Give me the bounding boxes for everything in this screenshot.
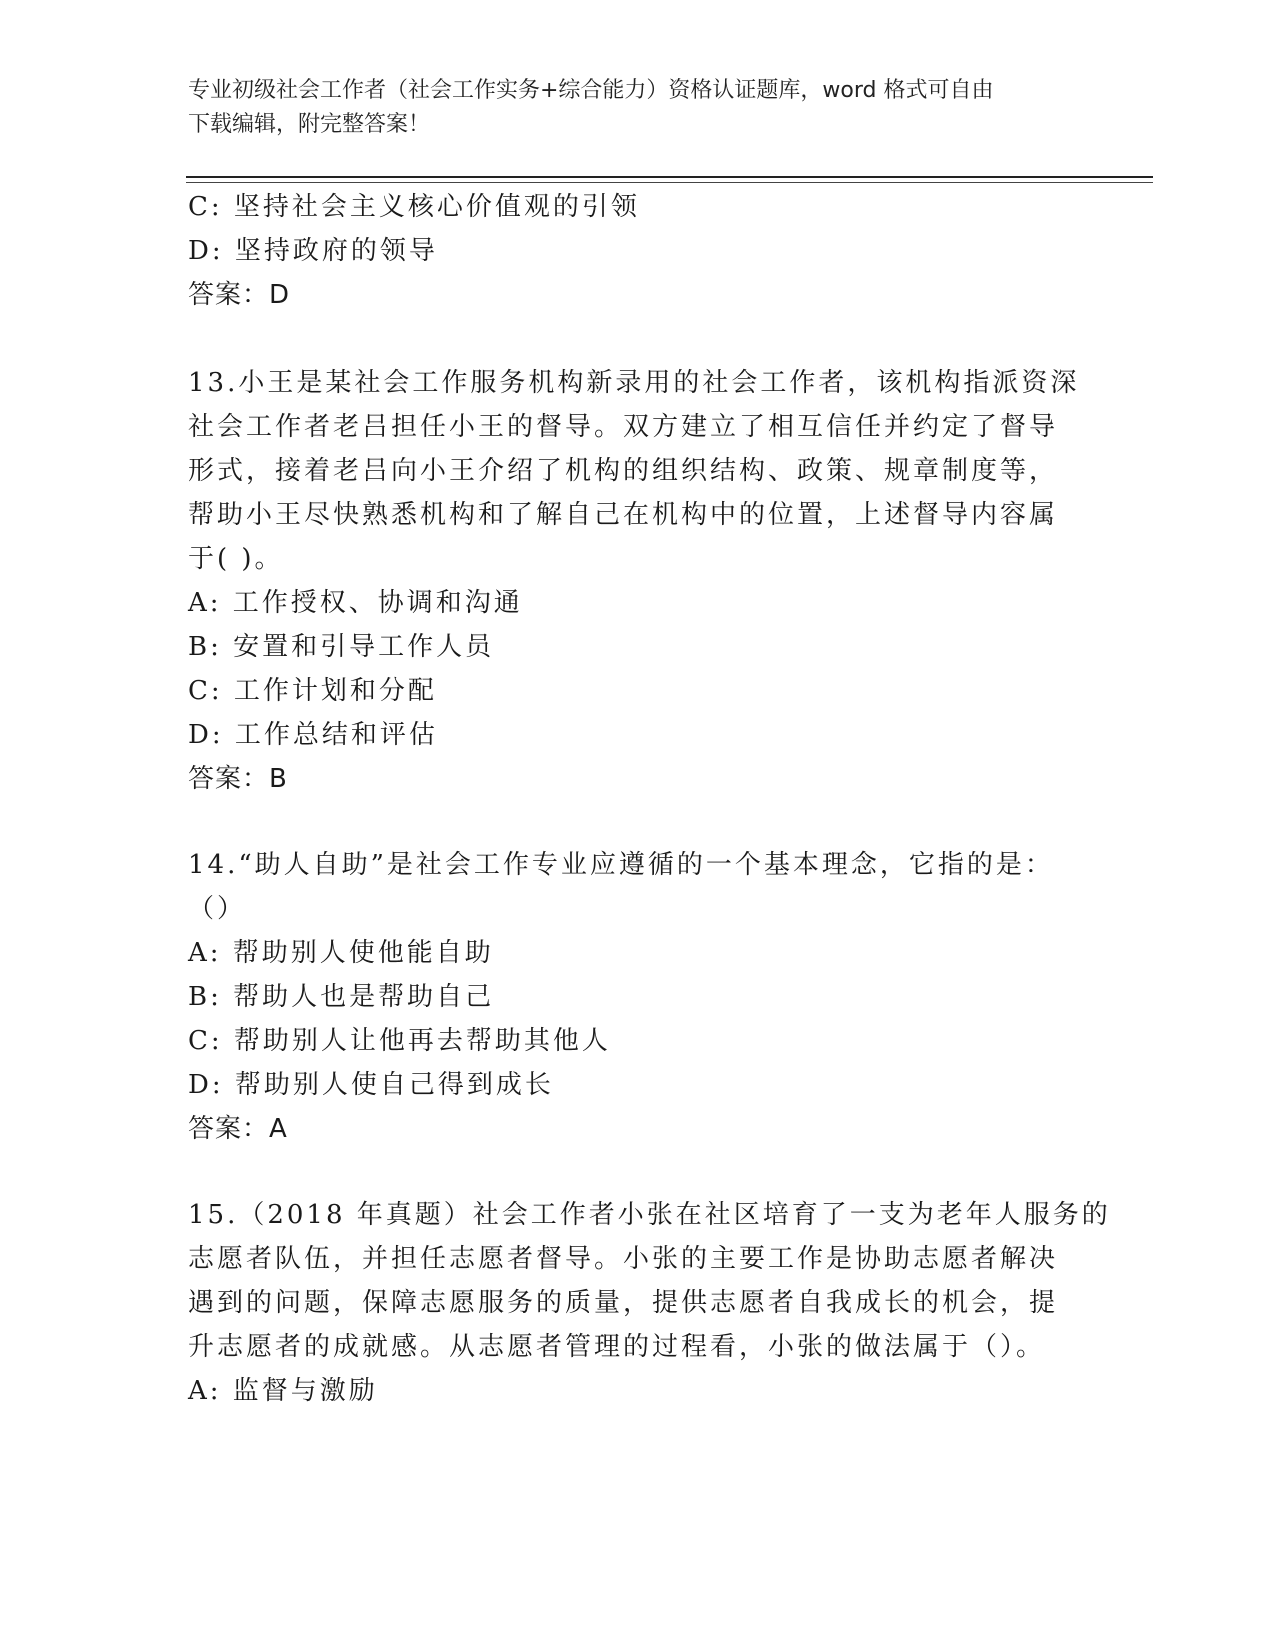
header-line-2: 下载编辑，附完整答案！ — [188, 112, 431, 137]
q13-stem-line: 形式，接着老吕向小王介绍了机构的组织结构、政策、规章制度等， — [188, 456, 1059, 486]
header-divider-thin — [186, 182, 1153, 183]
q15-stem-line: 遇到的问题，保障志愿服务的质量，提供志愿者自我成长的机会，提 — [188, 1288, 1059, 1318]
q15-stem-line: 15.（2018 年真题）社会工作者小张在社区培育了一支为老年人服务的 — [188, 1200, 1111, 1230]
q14-stem-line: （） — [188, 894, 247, 924]
q14-option-b: B: 帮助人也是帮助自己 — [188, 982, 495, 1012]
q13-stem-line: 13.小王是某社会工作服务机构新录用的社会工作者，该机构指派资深 — [188, 368, 1080, 398]
q12-option-d: D: 坚持政府的领导 — [188, 236, 438, 266]
q14-option-c: C: 帮助别人让他再去帮助其他人 — [188, 1026, 611, 1056]
q13-answer: 答案：B — [188, 764, 288, 794]
q12-answer: 答案：D — [188, 280, 291, 310]
header-line-1: 专业初级社会工作者（社会工作实务+综合能力）资格认证题库，word 格式可自由 — [188, 78, 994, 103]
q13-stem-line: 帮助小王尽快熟悉机构和了解自己在机构中的位置，上述督导内容属 — [188, 500, 1059, 530]
q13-stem-line: 于( )。 — [188, 544, 284, 574]
page-header — [188, 74, 1088, 142]
q13-option-a: A: 工作授权、协调和沟通 — [188, 588, 523, 618]
q13-stem-line: 社会工作者老吕担任小王的督导。双方建立了相互信任并约定了督导 — [188, 412, 1059, 442]
q13-option-c: C: 工作计划和分配 — [188, 676, 437, 706]
q15-stem-line: 志愿者队伍，并担任志愿者督导。小张的主要工作是协助志愿者解决 — [188, 1244, 1059, 1274]
q14-option-d: D: 帮助别人使自己得到成长 — [188, 1070, 554, 1100]
header-divider — [186, 176, 1153, 178]
q14-stem-line: 14.“助人自助”是社会工作专业应遵循的一个基本理念，它指的是： — [188, 850, 1054, 880]
q15-option-a: A: 监督与激励 — [188, 1376, 378, 1406]
q14-answer: 答案：A — [188, 1114, 288, 1144]
q14-option-a: A: 帮助别人使他能自助 — [188, 938, 494, 968]
q12-option-c: C: 坚持社会主义核心价值观的引领 — [188, 192, 640, 222]
q13-option-d: D: 工作总结和评估 — [188, 720, 438, 750]
q13-option-b: B: 安置和引导工作人员 — [188, 632, 495, 662]
q15-stem-line: 升志愿者的成就感。从志愿者管理的过程看，小张的做法属于（）。 — [188, 1332, 1046, 1362]
